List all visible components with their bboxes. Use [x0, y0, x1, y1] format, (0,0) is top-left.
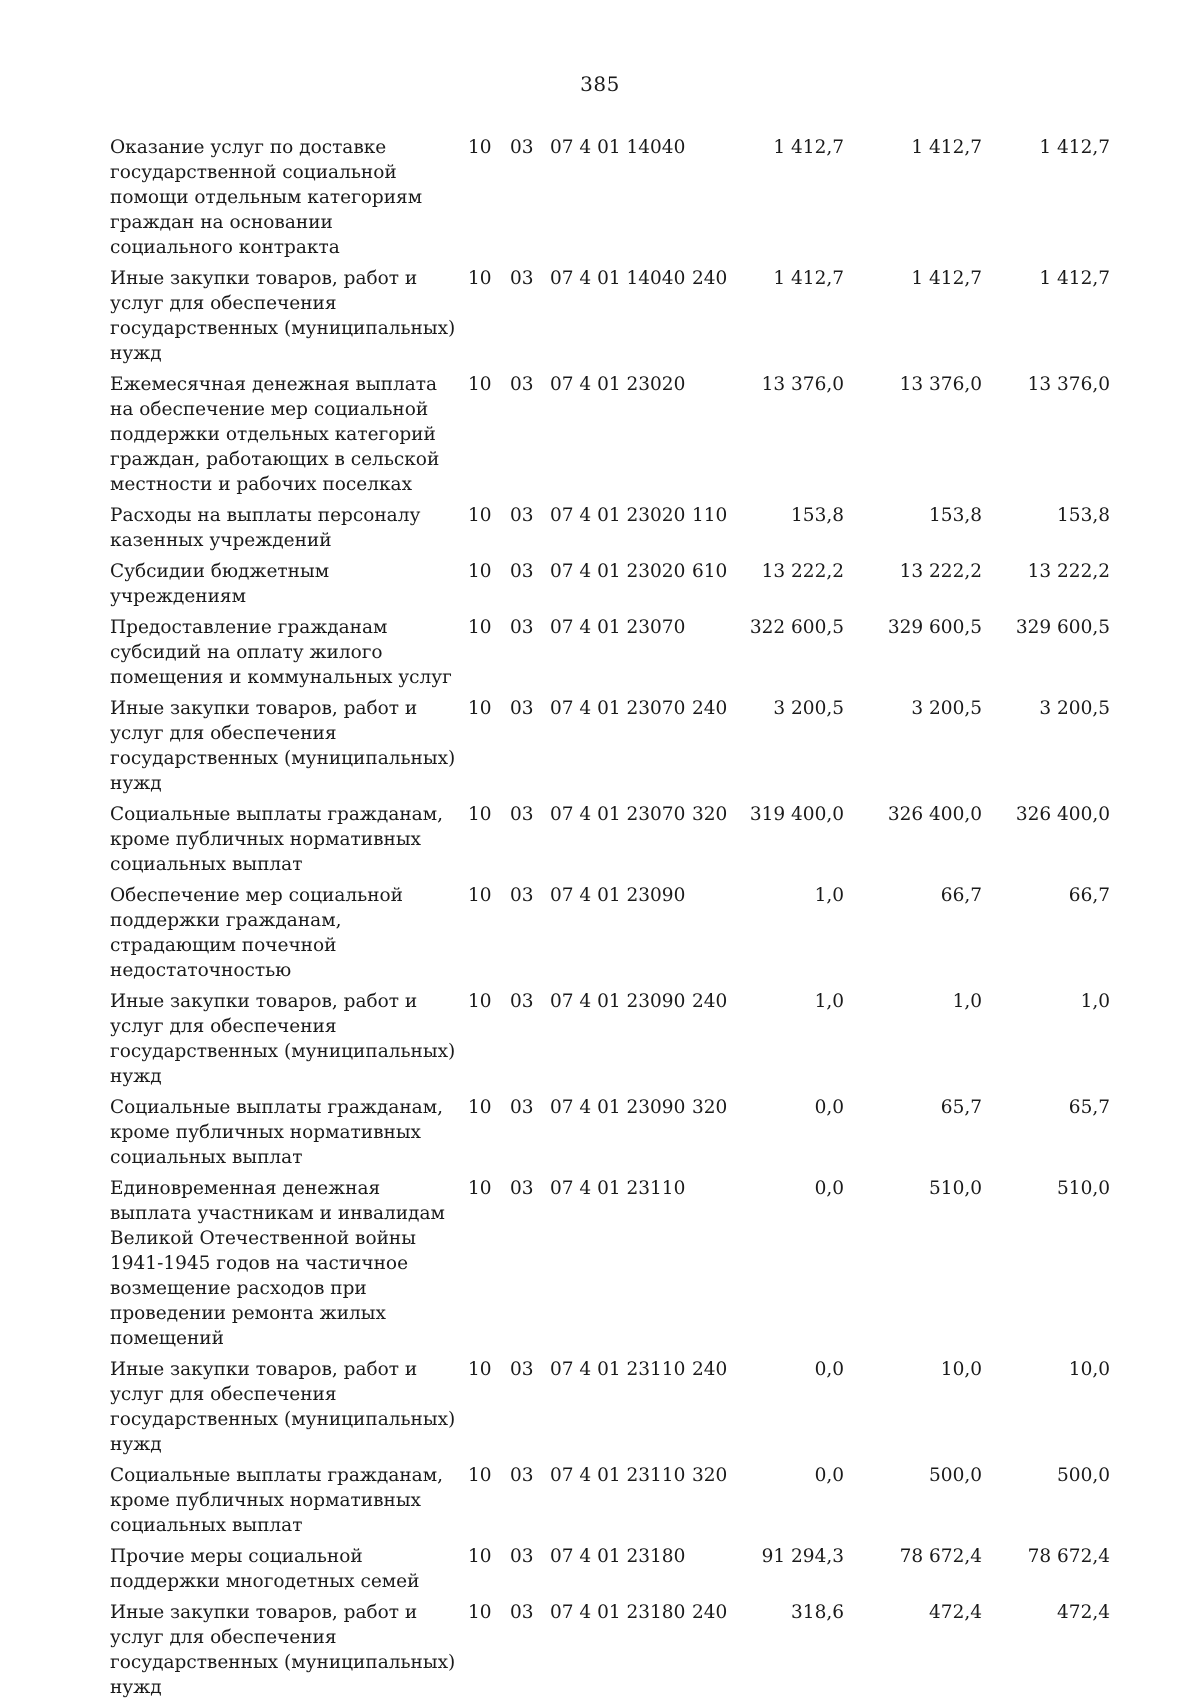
amount-year-2: 1,0: [952, 991, 982, 1012]
subsection-code: 03: [510, 698, 534, 719]
table-row: [110, 1095, 1190, 1170]
amount-year-2: 66,7: [940, 885, 982, 906]
amount-year-1: 1,0: [814, 991, 844, 1012]
subsection-code: 03: [510, 804, 534, 825]
amount-year-2: 10,0: [940, 1359, 982, 1380]
amount-year-2: 3 200,5: [911, 698, 982, 719]
item-name: Расходы на выплаты персоналу казенных учреждений: [110, 505, 421, 551]
amount-year-3: 3 200,5: [1039, 698, 1110, 719]
item-name: Оказание услуг по доставке государственной социальной помощи отдельным категориям граждан на основании социального контракта: [110, 137, 423, 258]
section-code: 10: [468, 1602, 492, 1623]
table-row: [110, 1544, 1190, 1594]
item-name: Обеспечение мер социальной поддержки гражданам, страдающим почечной недостаточностью: [110, 885, 404, 981]
subsection-code: 03: [510, 617, 534, 638]
item-name: Социальные выплаты гражданам, кроме публичных нормативных социальных выплат: [110, 1097, 443, 1168]
item-name: Субсидии бюджетным учреждениям: [110, 561, 330, 607]
amount-year-1: 1,0: [814, 885, 844, 906]
subsection-code: 03: [510, 1359, 534, 1380]
target-article-code: 07 4 01 23020: [550, 505, 686, 526]
table-row: [110, 1357, 1190, 1457]
amount-year-2: 13 222,2: [899, 561, 982, 582]
item-name: Иные закупки товаров, работ и услуг для обеспечения государственных (муниципальных) нужд: [110, 991, 456, 1087]
amount-year-2: 1 412,7: [911, 137, 982, 158]
item-name: Иные закупки товаров, работ и услуг для обеспечения государственных (муниципальных) нужд: [110, 268, 456, 364]
item-name: Прочие меры социальной поддержки многодетных семей: [110, 1546, 420, 1592]
item-name: Иные закупки товаров, работ и услуг для обеспечения государственных (муниципальных) нужд: [110, 1602, 456, 1698]
amount-year-2: 510,0: [929, 1178, 982, 1199]
section-code: 10: [468, 885, 492, 906]
amount-year-1: 1 412,7: [773, 268, 844, 289]
amount-year-2: 329 600,5: [887, 617, 982, 638]
item-name: Ежемесячная денежная выплата на обеспечение мер социальной поддержки отдельных категорий граждан, работающих в сельской местности и рабочих поселках: [110, 374, 440, 495]
amount-year-2: 326 400,0: [887, 804, 982, 825]
target-article-code: 07 4 01 23110: [550, 1465, 686, 1486]
amount-year-3: 1,0: [1080, 991, 1110, 1012]
expense-type-code: [692, 1176, 744, 1351]
item-name: Иные закупки товаров, работ и услуг для обеспечения государственных (муниципальных) нужд: [110, 698, 456, 794]
amount-year-1: 322 600,5: [749, 617, 844, 638]
subsection-code: 03: [510, 1465, 534, 1486]
subsection-code: 03: [510, 991, 534, 1012]
target-article-code: 07 4 01 14040: [550, 137, 686, 158]
page-number: 385: [580, 72, 620, 96]
amount-year-1: 3 200,5: [773, 698, 844, 719]
section-code: 10: [468, 804, 492, 825]
amount-year-3: 13 376,0: [1027, 374, 1110, 395]
expense-type-code: 240: [692, 991, 728, 1012]
table-row: [110, 1176, 1190, 1351]
subsection-code: 03: [510, 268, 534, 289]
section-code: 10: [468, 561, 492, 582]
expense-type-code: 240: [692, 1602, 728, 1623]
subsection-code: 03: [510, 1602, 534, 1623]
amount-year-3: 326 400,0: [1015, 804, 1110, 825]
table-row: [110, 1600, 1190, 1700]
target-article-code: 07 4 01 23090: [550, 1097, 686, 1118]
expense-type-code: 320: [692, 1097, 728, 1118]
subsection-code: 03: [510, 1546, 534, 1567]
amount-year-1: 153,8: [791, 505, 844, 526]
section-code: 10: [468, 374, 492, 395]
target-article-code: 07 4 01 23090: [550, 991, 686, 1012]
amount-year-3: 13 222,2: [1027, 561, 1110, 582]
section-code: 10: [468, 1359, 492, 1380]
target-article-code: 07 4 01 23070: [550, 617, 686, 638]
expense-type-code: [692, 615, 744, 690]
item-name: Социальные выплаты гражданам, кроме публичных нормативных социальных выплат: [110, 804, 443, 875]
amount-year-3: 500,0: [1057, 1465, 1110, 1486]
amount-year-1: 91 294,3: [761, 1546, 844, 1567]
amount-year-3: 1 412,7: [1039, 268, 1110, 289]
amount-year-2: 65,7: [940, 1097, 982, 1118]
expense-type-code: 240: [692, 698, 728, 719]
subsection-code: 03: [510, 137, 534, 158]
target-article-code: 07 4 01 23110: [550, 1359, 686, 1380]
item-name: Социальные выплаты гражданам, кроме публичных нормативных социальных выплат: [110, 1465, 443, 1536]
amount-year-3: 66,7: [1068, 885, 1110, 906]
section-code: 10: [468, 698, 492, 719]
amount-year-3: 510,0: [1057, 1178, 1110, 1199]
amount-year-3: 78 672,4: [1027, 1546, 1110, 1567]
item-name: Единовременная денежная выплата участникам и инвалидам Великой Отечественной войны 1941-1945 годов на частичное возмещение расходов при проведении ремонта жилых помещений: [110, 1178, 445, 1349]
expense-type-code: 610: [692, 561, 728, 582]
subsection-code: 03: [510, 1178, 534, 1199]
expense-type-code: 110: [692, 505, 728, 526]
section-code: 10: [468, 1097, 492, 1118]
expense-type-code: [692, 883, 744, 983]
table-row: [110, 989, 1190, 1089]
amount-year-2: 153,8: [929, 505, 982, 526]
subsection-code: 03: [510, 1097, 534, 1118]
section-code: 10: [468, 991, 492, 1012]
amount-year-1: 13 376,0: [761, 374, 844, 395]
table-row: [110, 559, 1190, 609]
amount-year-1: 0,0: [814, 1178, 844, 1199]
amount-year-2: 500,0: [929, 1465, 982, 1486]
target-article-code: 07 4 01 23180: [550, 1602, 686, 1623]
table-row: [110, 696, 1190, 796]
target-article-code: 07 4 01 23110: [550, 1178, 686, 1199]
subsection-code: 03: [510, 505, 534, 526]
section-code: 10: [468, 137, 492, 158]
table-row: [110, 615, 1190, 690]
subsection-code: 03: [510, 561, 534, 582]
amount-year-1: 13 222,2: [761, 561, 844, 582]
target-article-code: 07 4 01 23070: [550, 804, 686, 825]
target-article-code: 07 4 01 23070: [550, 698, 686, 719]
section-code: 10: [468, 1546, 492, 1567]
amount-year-1: 319 400,0: [749, 804, 844, 825]
amount-year-2: 472,4: [929, 1602, 982, 1623]
section-code: 10: [468, 505, 492, 526]
amount-year-2: 1 412,7: [911, 268, 982, 289]
amount-year-3: 65,7: [1068, 1097, 1110, 1118]
subsection-code: 03: [510, 885, 534, 906]
amount-year-3: 329 600,5: [1015, 617, 1110, 638]
table-row: [110, 266, 1190, 366]
amount-year-1: 318,6: [791, 1602, 844, 1623]
amount-year-3: 10,0: [1068, 1359, 1110, 1380]
subsection-code: 03: [510, 374, 534, 395]
item-name: Иные закупки товаров, работ и услуг для обеспечения государственных (муниципальных) нужд: [110, 1359, 456, 1455]
expense-type-code: 240: [692, 268, 728, 289]
amount-year-2: 78 672,4: [899, 1546, 982, 1567]
target-article-code: 07 4 01 23090: [550, 885, 686, 906]
table-row: [110, 135, 1190, 260]
expense-type-code: [692, 1544, 744, 1594]
expense-type-code: 320: [692, 804, 728, 825]
table-row: [110, 503, 1190, 553]
target-article-code: 07 4 01 23020: [550, 561, 686, 582]
table-row: [110, 802, 1190, 877]
table-row: [110, 372, 1190, 497]
item-name: Предоставление гражданам субсидий на оплату жилого помещения и коммунальных услуг: [110, 617, 452, 688]
target-article-code: 07 4 01 23020: [550, 374, 686, 395]
amount-year-3: 1 412,7: [1039, 137, 1110, 158]
target-article-code: 07 4 01 23180: [550, 1546, 686, 1567]
table-row: [110, 883, 1190, 983]
expense-type-code: 320: [692, 1465, 728, 1486]
expense-type-code: 240: [692, 1359, 728, 1380]
amount-year-1: 1 412,7: [773, 137, 844, 158]
section-code: 10: [468, 1465, 492, 1486]
table-row: [110, 1463, 1190, 1538]
amount-year-1: 0,0: [814, 1465, 844, 1486]
target-article-code: 07 4 01 14040: [550, 268, 686, 289]
expense-type-code: [692, 135, 744, 260]
amount-year-1: 0,0: [814, 1097, 844, 1118]
section-code: 10: [468, 1178, 492, 1199]
amount-year-1: 0,0: [814, 1359, 844, 1380]
section-code: 10: [468, 268, 492, 289]
amount-year-3: 472,4: [1057, 1602, 1110, 1623]
section-code: 10: [468, 617, 492, 638]
amount-year-2: 13 376,0: [899, 374, 982, 395]
amount-year-3: 153,8: [1057, 505, 1110, 526]
budget-table: [110, 135, 1190, 1706]
expense-type-code: [692, 372, 744, 497]
